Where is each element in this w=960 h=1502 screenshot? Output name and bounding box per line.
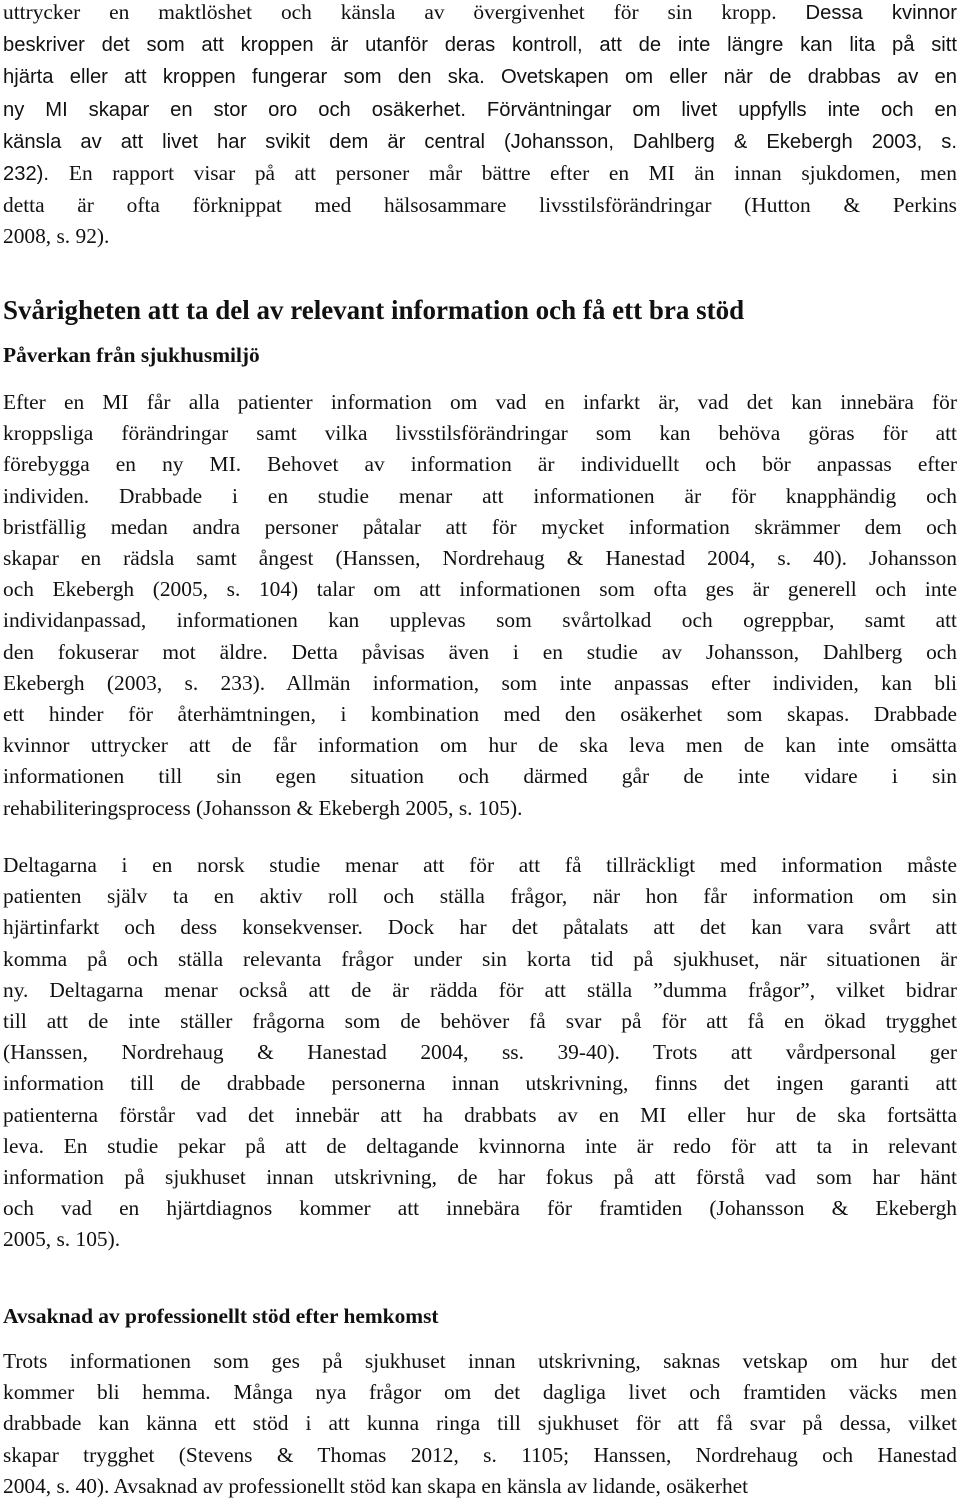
text-line <box>3 158 957 190</box>
text-line <box>3 1377 957 1408</box>
text-line <box>3 850 957 881</box>
text-line <box>3 29 957 61</box>
text-line <box>3 387 957 418</box>
text-line <box>3 1100 957 1131</box>
text-line <box>3 699 957 730</box>
text-fragment: 2005, s. 105). <box>3 1227 121 1252</box>
text-line <box>3 543 957 574</box>
text-fragment: ny. Deltagarna menar också att de är rädda för att ställa ”dumma frågor”, vilket bidrar <box>3 977 957 1002</box>
text-fragment: till att de inte ställer frågorna som de behöver få svar på för att få en ökad trygghet <box>3 1009 957 1034</box>
text-line <box>3 1346 957 1377</box>
text-fragment: Trots informationen som ges på sjukhuset innan utskrivning, saknas vetskap om hur det <box>3 1349 957 1373</box>
text-fragment: förebygga en ny MI. Behovet av information är individuellt och bör anpassas efter <box>3 452 957 477</box>
text-line <box>3 1006 957 1037</box>
text-fragment: Dessa kvinnor <box>805 2 957 24</box>
text-fragment: kvinnor uttrycker att de får information om hur de ska leva men de kan inte omsätta <box>3 733 957 758</box>
text-fragment: Deltagarna i en norsk studie menar att för att få tillräckligt med information måste <box>3 853 957 877</box>
text-fragment: Ekebergh (2003, s. 233). Allmän information, som inte anpassas efter individen, kan bli <box>3 670 957 695</box>
text-line <box>3 1131 957 1162</box>
text-fragment: kommer bli hemma. Många nya frågor om det dagliga livet och framtiden väcks men <box>3 1380 957 1405</box>
text-fragment: information till de drabbade personerna innan utskrivning, finns det ingen garanti att <box>3 1071 957 1096</box>
text-line <box>3 126 957 158</box>
text-fragment: patienterna förstår vad det innebär att ha drabbats av en MI eller hur de ska fortsätta <box>3 1102 957 1127</box>
text-line <box>3 221 957 252</box>
text-fragment: skapar trygghet (Stevens & Thomas 2012, s. 1105; Hanssen, Nordrehaug och Hanestad <box>3 1442 957 1467</box>
text-line <box>3 881 957 912</box>
text-fragment: hjärta eller att kroppen fungerar som den ska. Ovetskapen om eller när de drabbas av en <box>3 66 957 89</box>
text-line <box>3 793 957 824</box>
subheading-lack-of-support: Avsaknad av professionellt stöd efter hemkomst <box>3 1304 439 1328</box>
text-fragment: känsla av att livet har svikit dem är central (Johansson, Dahlberg & Ekebergh 2003, s. <box>3 130 957 153</box>
text-line <box>3 1471 957 1502</box>
text-line <box>3 605 957 636</box>
text-line <box>3 190 957 221</box>
text-line <box>3 1068 957 1099</box>
text-line <box>3 1408 957 1439</box>
text-fragment: uttrycker en maktlöshet och känsla av övergivenhet för sin kropp. <box>3 0 806 24</box>
text-line <box>3 912 957 943</box>
text-fragment: beskriver det som att kroppen är utanför deras kontroll, att de inte längre kan lita på sitt <box>3 34 957 57</box>
text-fragment: (Hanssen, Nordrehaug & Hanestad 2004, ss. 39-40). Trots att vårdpersonal ger <box>3 1040 957 1065</box>
text-fragment: bristfällig medan andra personer påtalar att för mycket information skrämmer dem och <box>3 514 957 539</box>
text-fragment: den fokuserar mot äldre. Detta påvisas även i en studie av Johansson, Dahlberg och <box>3 639 957 664</box>
subheading-hospital-environment: Påverkan från sjukhusmiljö <box>3 343 260 367</box>
text-line <box>3 418 957 449</box>
text-line <box>3 1037 957 1068</box>
text-fragment: drabbade kan känna ett stöd i att kunna ringa till sjukhuset för att få svar på dessa, vilket <box>3 1411 957 1436</box>
text-line <box>3 975 957 1006</box>
text-line <box>3 449 957 480</box>
text-line <box>3 730 957 761</box>
text-line <box>3 1224 957 1255</box>
text-fragment: 2004, s. 40). Avsaknad av professionellt stöd kan skapa en känsla av lidande, osäkerhet <box>3 1473 749 1498</box>
text-fragment: ny MI skapar en stor oro och osäkerhet. Förväntningar om livet uppfylls inte och en <box>3 98 957 121</box>
paragraph-body-4 <box>3 1346 957 1502</box>
text-fragment: skapar en rädsla samt ångest (Hanssen, Nordrehaug & Hanestad 2004, s. 40). Johansson <box>3 546 957 571</box>
text-fragment: Efter en MI får alla patienter information om vad en infarkt är, vad det kan innebära för <box>3 390 957 414</box>
text-line <box>3 1440 957 1471</box>
section-title: Svårigheten att ta del av relevant information och få ett bra stöd <box>3 295 745 325</box>
text-fragment: komma på och ställa relevanta frågor under sin korta tid på sjukhuset, när situationen är <box>3 946 957 971</box>
text-line <box>3 668 957 699</box>
text-fragment: detta är ofta förknippat med hälsosammare livsstilsförändringar (Hutton & Perkins <box>3 193 957 218</box>
text-fragment: kroppsliga förändringar samt vilka livsstilsförändringar som kan behöva göras för att <box>3 421 957 446</box>
text-fragment: hjärtinfarkt och dess konsekvenser. Dock har det påtalats att det kan vara svårt att <box>3 915 957 940</box>
text-fragment: patienten själv ta en aktiv roll och ställa frågor, när hon får information om sin <box>3 884 957 909</box>
text-fragment: rehabiliteringsprocess (Johansson & Ekebergh 2005, s. 105). <box>3 795 523 820</box>
text-line <box>3 574 957 605</box>
paragraph-body-1 <box>3 0 957 253</box>
text-fragment: leva. En studie pekar på att de deltagande kvinnorna inte är redo för att ta in relevant <box>3 1133 957 1158</box>
text-fragment: individanpassad, informationen kan upplevas som svårtolkad och ogreppbar, samt att <box>3 608 957 633</box>
text-fragment: och Ekebergh (2005, s. 104) talar om att informationen som ofta ges är generell och inte <box>3 577 957 602</box>
text-fragment: 2008, s. 92). <box>3 224 110 249</box>
text-line <box>3 61 957 93</box>
text-line <box>3 0 957 29</box>
text-line <box>3 512 957 543</box>
text-fragment: 232). <box>3 163 69 186</box>
text-line <box>3 761 957 792</box>
text-line <box>3 637 957 668</box>
text-line <box>3 481 957 512</box>
paragraph-body-3 <box>3 850 957 1256</box>
text-fragment: information på sjukhuset innan utskrivning, de har fokus på att förstå vad som har hänt <box>3 1165 957 1190</box>
text-fragment: individen. Drabbade i en studie menar att informationen är för knapphändig och <box>3 483 957 508</box>
text-line <box>3 94 957 126</box>
paragraph-body-2 <box>3 387 957 824</box>
text-fragment: En rapport visar på att personer mår bättre efter en MI än innan sjukdomen, men <box>68 161 957 186</box>
text-fragment: ett hinder för återhämtningen, i kombination med den osäkerhet som skapas. Drabbade <box>3 702 957 727</box>
text-fragment: informationen till sin egen situation och därmed går de inte vidare i sin <box>3 764 957 789</box>
text-line <box>3 944 957 975</box>
text-fragment: och vad en hjärtdiagnos kommer att innebära för framtiden (Johansson & Ekebergh <box>3 1196 957 1221</box>
text-line <box>3 1162 957 1193</box>
text-line <box>3 1193 957 1224</box>
